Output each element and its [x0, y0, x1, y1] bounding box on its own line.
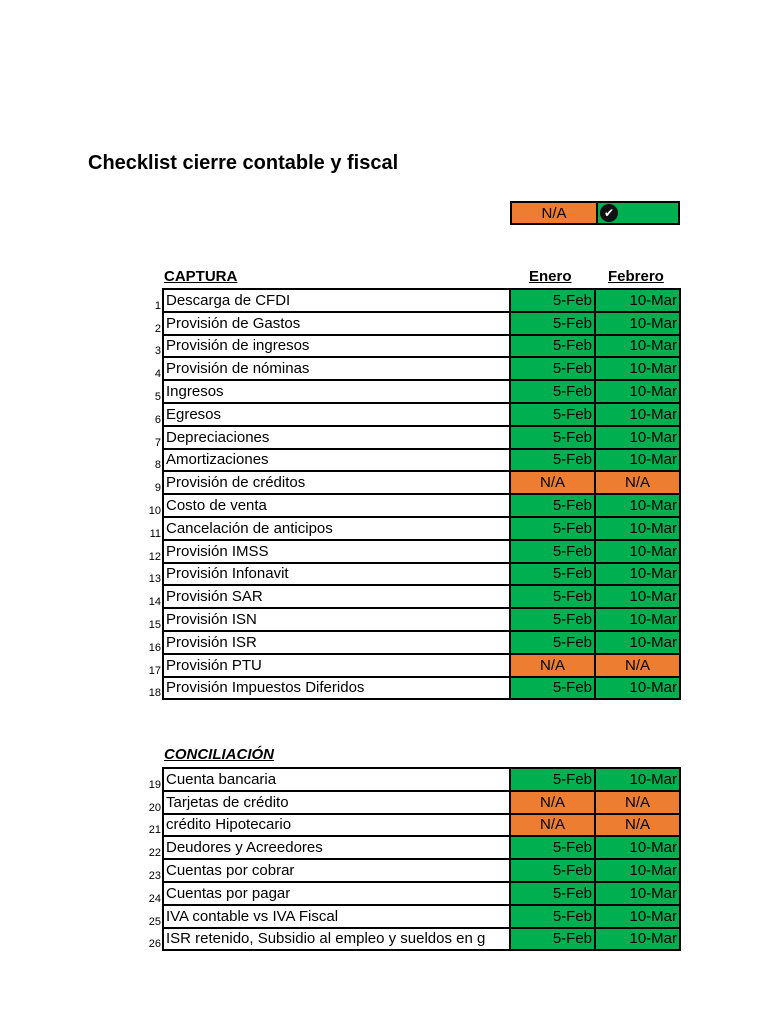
row-label: Costo de venta [163, 494, 510, 517]
row-number: 13 [148, 573, 161, 586]
table-row [142, 335, 680, 358]
enero-cell: 5-Feb [510, 905, 595, 928]
enero-cell: 5-Feb [510, 585, 595, 608]
febrero-cell: 10-Mar [595, 380, 680, 403]
row-label: Cuenta bancaria [163, 768, 510, 791]
row-label: Provisión ISR [163, 631, 510, 654]
row-number: 24 [148, 892, 161, 905]
enero-cell: 5-Feb [510, 449, 595, 472]
row-number: 18 [148, 687, 161, 700]
row-label: Provisión de ingresos [163, 335, 510, 358]
enero-cell: 5-Feb [510, 631, 595, 654]
row-number: 7 [154, 436, 161, 449]
row-number: 20 [148, 801, 161, 814]
febrero-cell: N/A [595, 654, 680, 677]
enero-cell: 5-Feb [510, 768, 595, 791]
febrero-cell: 10-Mar [595, 403, 680, 426]
row-number: 14 [148, 596, 161, 609]
table-row [142, 312, 680, 335]
febrero-cell: 10-Mar [595, 563, 680, 586]
table-row [142, 585, 680, 608]
section-title-conciliacion: CONCILIACIÓN [164, 746, 274, 763]
febrero-cell: 10-Mar [595, 289, 680, 312]
febrero-cell: 10-Mar [595, 335, 680, 358]
febrero-cell: 10-Mar [595, 312, 680, 335]
status-legend [510, 201, 680, 225]
column-header-enero: Enero [529, 268, 572, 285]
febrero-cell: 10-Mar [595, 517, 680, 540]
row-label: Provisión de Gastos [163, 312, 510, 335]
page-title: Checklist cierre contable y fiscal [88, 152, 399, 174]
row-number: 25 [148, 915, 161, 928]
febrero-cell: 10-Mar [595, 494, 680, 517]
table-row [142, 905, 680, 928]
febrero-cell: N/A [595, 814, 680, 837]
row-label: Descarga de CFDI [163, 289, 510, 312]
enero-cell: 5-Feb [510, 608, 595, 631]
row-label: crédito Hipotecario [163, 814, 510, 837]
row-number: 16 [148, 641, 161, 654]
enero-cell: 5-Feb [510, 677, 595, 700]
row-label: Provisión ISN [163, 608, 510, 631]
enero-cell: 5-Feb [510, 517, 595, 540]
table-row [142, 791, 680, 814]
row-number: 2 [154, 322, 161, 335]
row-number: 22 [148, 847, 161, 860]
table-row [142, 563, 680, 586]
table-row [142, 471, 680, 494]
febrero-cell: N/A [595, 471, 680, 494]
table-row [142, 540, 680, 563]
febrero-cell: 10-Mar [595, 357, 680, 380]
row-number: 1 [154, 299, 161, 312]
row-label: Deudores y Acreedores [163, 836, 510, 859]
legend-na: N/A [512, 203, 598, 223]
table-row [142, 768, 680, 791]
enero-cell: 5-Feb [510, 403, 595, 426]
row-label: Provisión de créditos [163, 471, 510, 494]
febrero-cell: 10-Mar [595, 882, 680, 905]
row-number: 23 [148, 869, 161, 882]
febrero-cell: 10-Mar [595, 928, 680, 951]
febrero-cell: 10-Mar [595, 631, 680, 654]
enero-cell: N/A [510, 814, 595, 837]
row-number: 10 [148, 504, 161, 517]
row-number: 9 [154, 482, 161, 495]
table-row [142, 380, 680, 403]
febrero-cell: 10-Mar [595, 768, 680, 791]
enero-cell: 5-Feb [510, 335, 595, 358]
enero-cell: 5-Feb [510, 312, 595, 335]
row-label: Amortizaciones [163, 449, 510, 472]
enero-cell: 5-Feb [510, 540, 595, 563]
enero-cell: N/A [510, 654, 595, 677]
row-label: Cancelación de anticipos [163, 517, 510, 540]
table-row [142, 494, 680, 517]
table-row [142, 677, 680, 700]
enero-cell: 5-Feb [510, 859, 595, 882]
row-label: Provisión Impuestos Diferidos [163, 677, 510, 700]
febrero-cell: 10-Mar [595, 859, 680, 882]
row-label: Cuentas por cobrar [163, 859, 510, 882]
row-label: Tarjetas de crédito [163, 791, 510, 814]
enero-cell: 5-Feb [510, 836, 595, 859]
febrero-cell: 10-Mar [595, 426, 680, 449]
conciliacion-table [142, 767, 681, 951]
row-number: 5 [154, 390, 161, 403]
row-number: 21 [148, 824, 161, 837]
row-label: Provisión PTU [163, 654, 510, 677]
table-row [142, 403, 680, 426]
row-number: 8 [154, 459, 161, 472]
febrero-cell: 10-Mar [595, 677, 680, 700]
table-row [142, 814, 680, 837]
table-row [142, 928, 680, 951]
row-number: 6 [154, 413, 161, 426]
enero-cell: 5-Feb [510, 357, 595, 380]
table-row [142, 859, 680, 882]
row-label: Egresos [163, 403, 510, 426]
column-header-febrero: Febrero [608, 268, 664, 285]
febrero-cell: 10-Mar [595, 585, 680, 608]
table-row [142, 882, 680, 905]
row-label: IVA contable vs IVA Fiscal [163, 905, 510, 928]
row-label: ISR retenido, Subsidio al empleo y sueldos en g [163, 928, 510, 951]
table-row [142, 631, 680, 654]
row-number: 19 [148, 778, 161, 791]
enero-cell: 5-Feb [510, 380, 595, 403]
check-circle-icon: ✔ [600, 204, 618, 222]
row-number: 3 [154, 345, 161, 358]
row-number: 11 [149, 527, 161, 540]
row-number: 15 [148, 618, 161, 631]
row-label: Provisión Infonavit [163, 563, 510, 586]
table-row [142, 654, 680, 677]
row-number: 17 [148, 664, 161, 677]
enero-cell: N/A [510, 791, 595, 814]
febrero-cell: 10-Mar [595, 608, 680, 631]
enero-cell: 5-Feb [510, 426, 595, 449]
febrero-cell: 10-Mar [595, 449, 680, 472]
enero-cell: 5-Feb [510, 928, 595, 951]
febrero-cell: 10-Mar [595, 836, 680, 859]
table-row [142, 517, 680, 540]
row-label: Provisión SAR [163, 585, 510, 608]
row-label: Depreciaciones [163, 426, 510, 449]
captura-table [142, 288, 681, 700]
legend-ok [598, 203, 678, 223]
enero-cell: 5-Feb [510, 563, 595, 586]
enero-cell: 5-Feb [510, 289, 595, 312]
febrero-cell: N/A [595, 791, 680, 814]
row-number: 12 [148, 550, 161, 563]
table-row [142, 608, 680, 631]
section-title-captura: CAPTURA [164, 268, 238, 285]
enero-cell: 5-Feb [510, 882, 595, 905]
table-row [142, 289, 680, 312]
row-label: Provisión de nóminas [163, 357, 510, 380]
row-number: 26 [148, 938, 161, 951]
table-row [142, 449, 680, 472]
row-label: Provisión IMSS [163, 540, 510, 563]
table-row [142, 357, 680, 380]
enero-cell: 5-Feb [510, 494, 595, 517]
febrero-cell: 10-Mar [595, 540, 680, 563]
table-row [142, 426, 680, 449]
table-row [142, 836, 680, 859]
row-label: Cuentas por pagar [163, 882, 510, 905]
row-label: Ingresos [163, 380, 510, 403]
febrero-cell: 10-Mar [595, 905, 680, 928]
row-number: 4 [154, 368, 161, 381]
enero-cell: N/A [510, 471, 595, 494]
